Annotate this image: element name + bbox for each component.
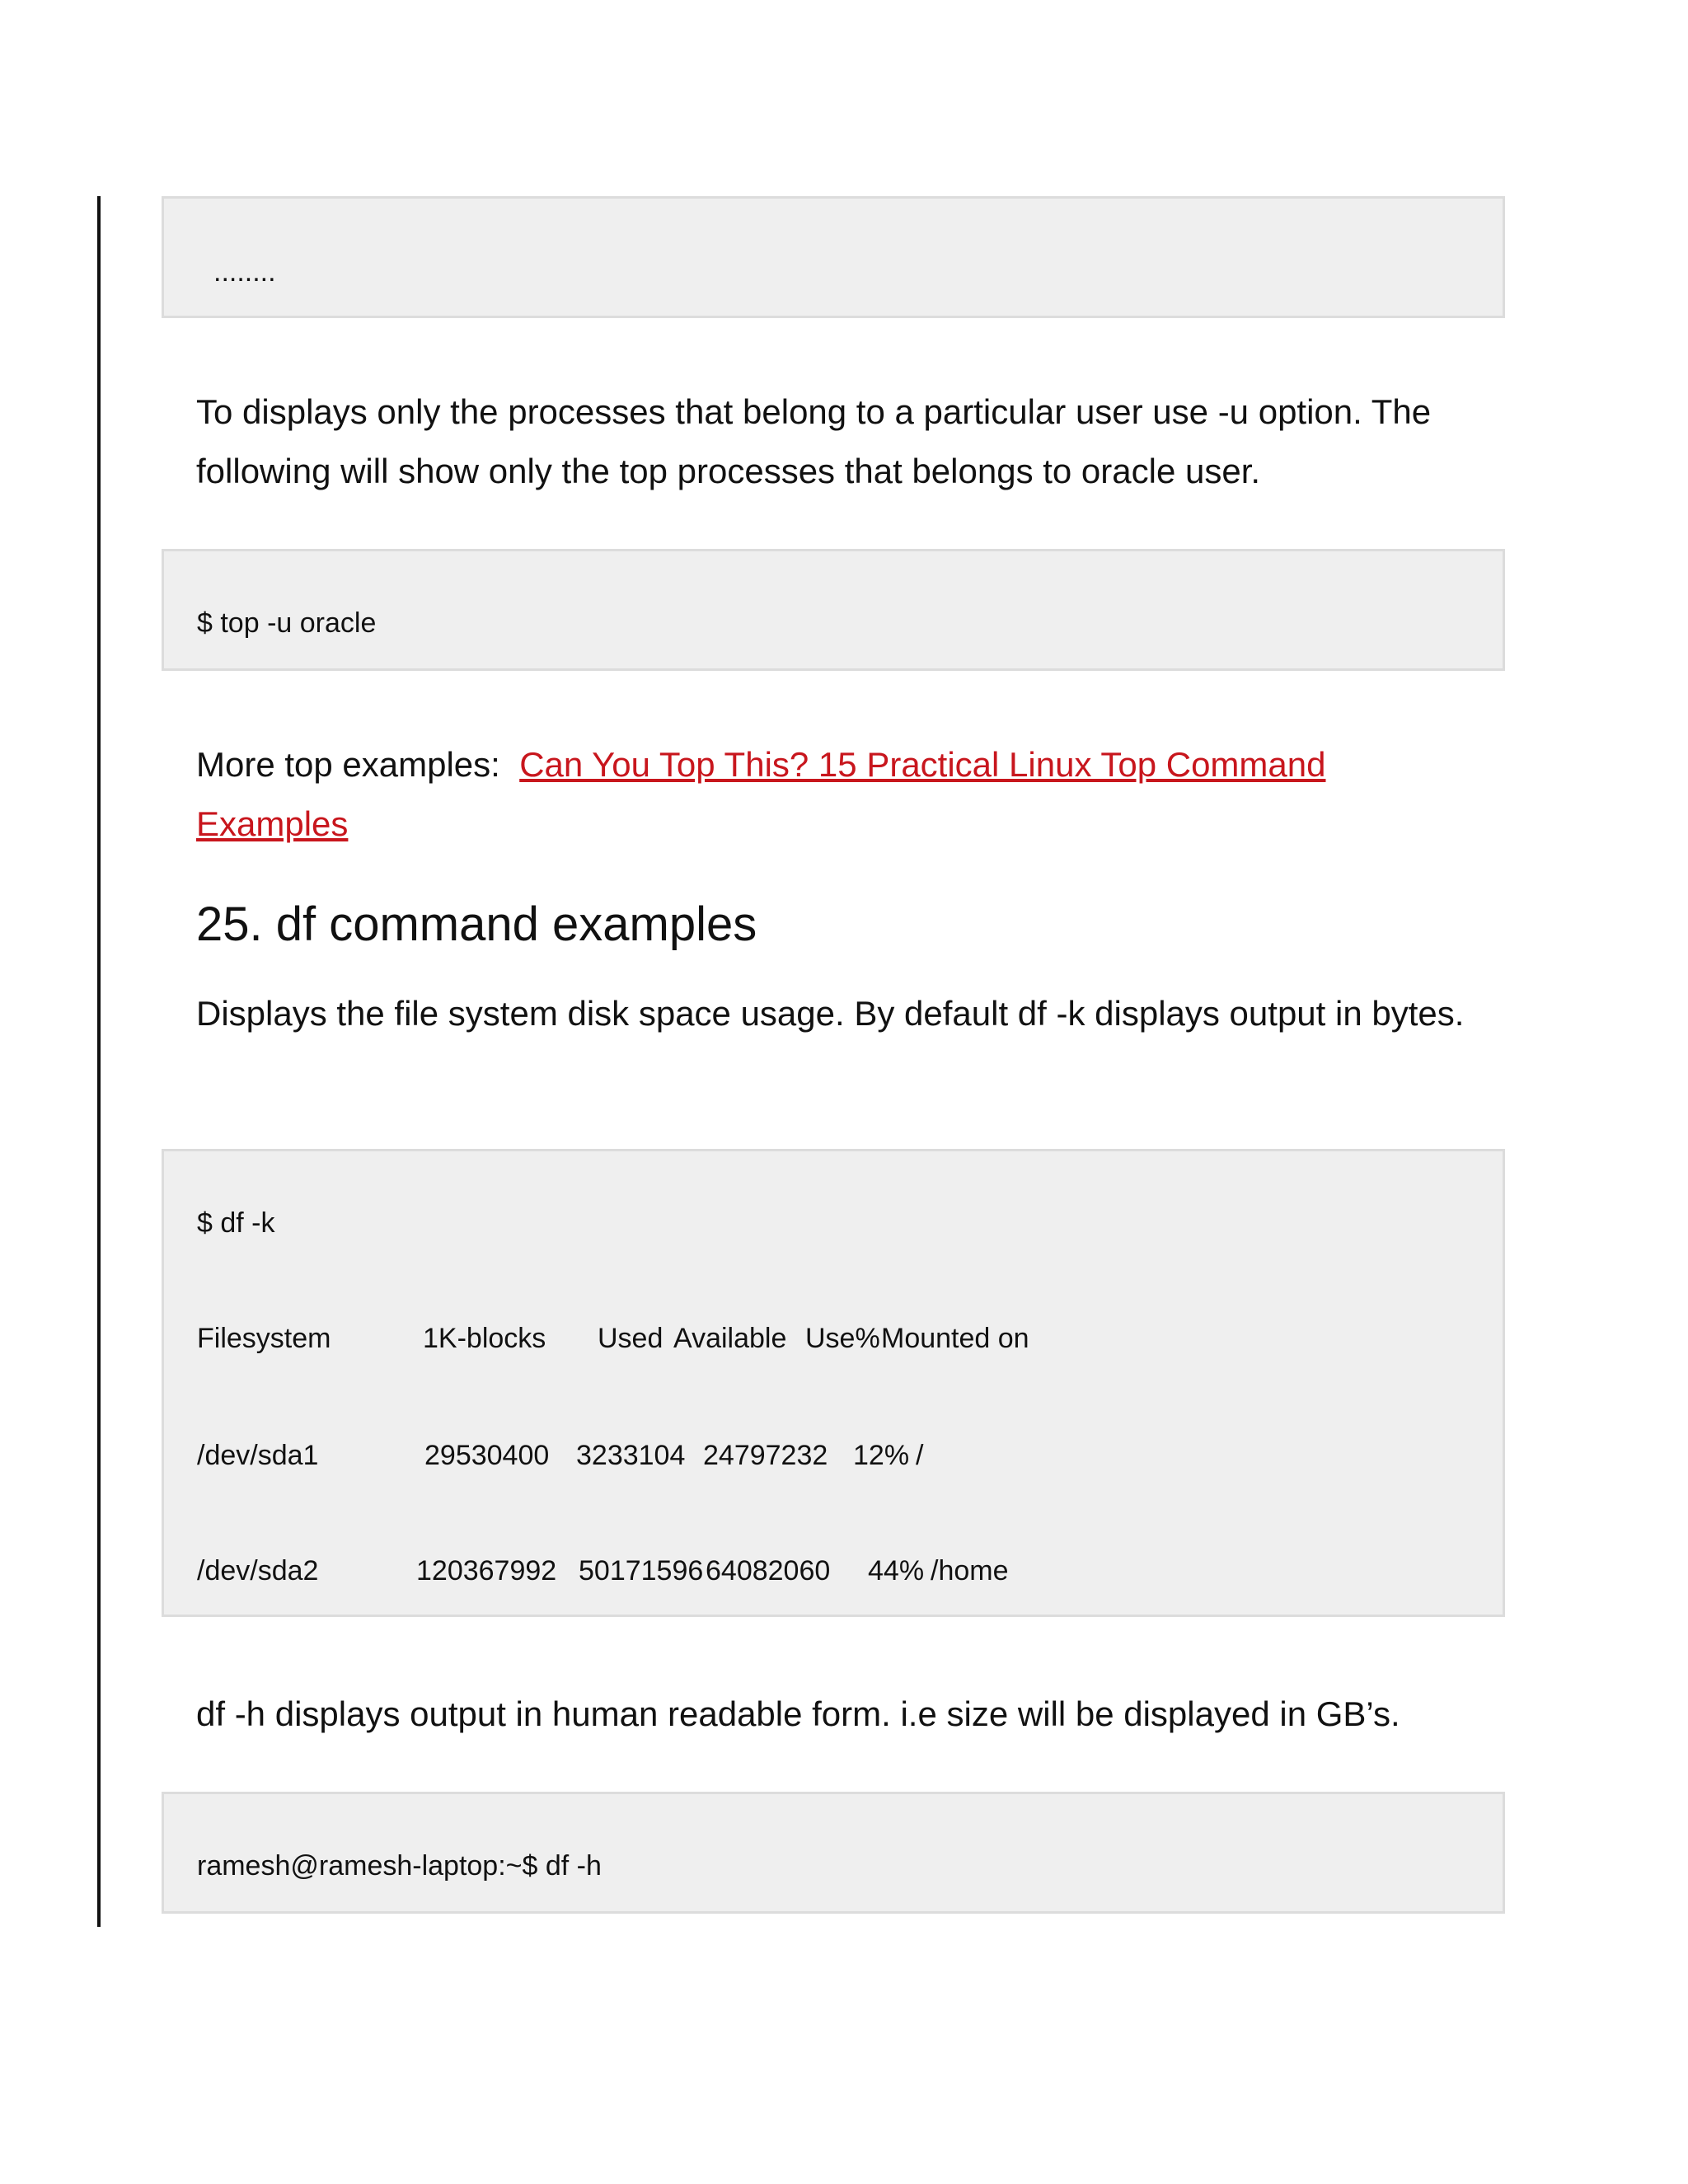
cell-blocks: 29530400: [424, 1440, 550, 1471]
cell-mounted-on: /: [916, 1440, 924, 1471]
cell-mounted-on: /home: [931, 1555, 1009, 1586]
code-block-df-k: [162, 1149, 1505, 1617]
cell-available: 24797232: [703, 1440, 828, 1471]
left-margin-rule: [97, 196, 101, 1927]
code-line: ramesh@ramesh-laptop:~$ df -h: [197, 1850, 602, 1882]
header-blocks: 1K-blocks: [423, 1323, 546, 1354]
cell-available: 64082060: [706, 1555, 831, 1586]
more-examples-prefix: More top examples:: [196, 745, 500, 784]
header-use-percent: Use%: [805, 1323, 880, 1354]
header-mounted-on: Mounted on: [881, 1323, 1029, 1354]
code-block-top-u: [162, 549, 1505, 671]
paragraph-df-description: Displays the file system disk space usage. By default df -k displays output in bytes.: [196, 994, 1465, 1033]
section-heading: 25. df command examples: [196, 898, 757, 951]
paragraph-df-h: df -h displays output in human readable form. i.e size will be displayed in GB’s.: [196, 1694, 1400, 1733]
cell-use-percent: 44%: [868, 1555, 925, 1586]
header-filesystem: Filesystem: [197, 1323, 331, 1354]
code-line: $ top -u oracle: [197, 607, 377, 639]
code-line: ........: [213, 256, 276, 288]
header-used: Used: [598, 1323, 663, 1354]
cell-blocks: 120367992: [416, 1555, 557, 1586]
cell-filesystem: /dev/sda1: [197, 1440, 319, 1471]
paragraph-top-user-option: To displays only the processes that belong to a particular user use -u option. The following will show only the top processes that belongs to oracle user.: [196, 392, 1432, 490]
cell-use-percent: 12%: [853, 1440, 910, 1471]
cell-filesystem: /dev/sda2: [197, 1555, 319, 1586]
code-line: $ df -k: [197, 1207, 275, 1239]
code-block-ellipsis: [162, 196, 1505, 318]
header-available: Available: [673, 1323, 787, 1354]
cell-used: 50171596: [579, 1555, 704, 1586]
cell-used: 3233104: [576, 1440, 686, 1471]
top-examples-link[interactable]: Can You Top This? 15 Practical Linux Top Command Examples: [196, 745, 1326, 843]
code-block-df-h: [162, 1792, 1505, 1914]
paragraph-more-examples: [196, 735, 1482, 854]
